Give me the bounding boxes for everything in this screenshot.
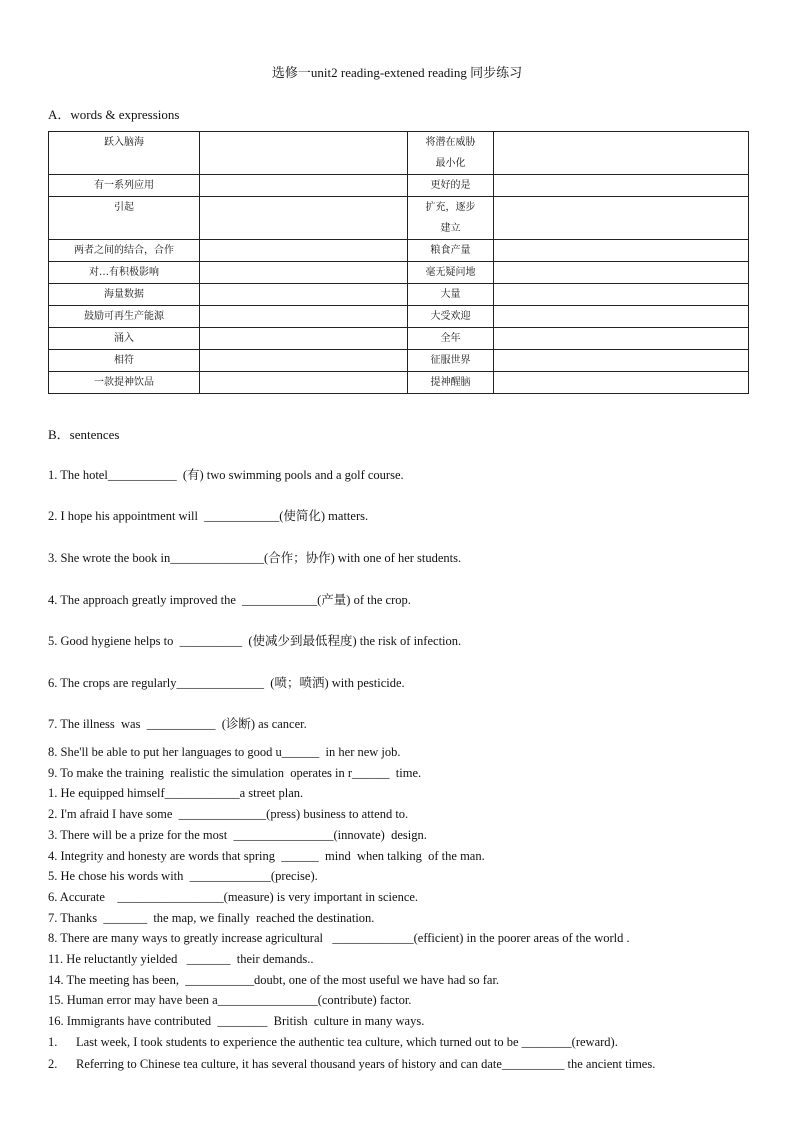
vocab-term-right: 提神醒脑 xyxy=(408,372,494,394)
vocab-answer-right[interactable] xyxy=(494,197,749,240)
vocab-row xyxy=(49,132,749,175)
vocab-row xyxy=(49,175,749,197)
vocab-answer-right[interactable] xyxy=(494,262,749,284)
vocab-row xyxy=(49,284,749,306)
vocab-term-right: 更好的是 xyxy=(408,175,494,197)
vocab-term-right: 粮食产量 xyxy=(408,240,494,262)
vocab-answer-right[interactable] xyxy=(494,175,749,197)
vocab-term-left: 涌入 xyxy=(49,328,200,350)
sentence-item: 4. The approach greatly improved the ____________(产量) of the crop. xyxy=(48,593,411,607)
vocab-answer-right[interactable] xyxy=(494,350,749,372)
vocab-answer-left[interactable] xyxy=(200,350,408,372)
vocab-row xyxy=(49,372,749,394)
vocab-term-right: 全年 xyxy=(408,328,494,350)
sentence-item: 4. Integrity and honesty are words that spring ______ mind when talking of the man. xyxy=(48,848,485,863)
sentence-item: 1. He equipped himself____________a street plan. xyxy=(48,786,304,801)
vocab-term-left: 引起 xyxy=(49,197,200,240)
vocab-answer-right[interactable] xyxy=(494,328,749,350)
vocab-answer-right[interactable] xyxy=(494,372,749,394)
vocab-answer-left[interactable] xyxy=(200,175,408,197)
sentence-item: 2. I hope his appointment will ____________(使简化) matters. xyxy=(48,509,369,523)
vocab-term-right: 毫无疑问地 xyxy=(408,262,494,284)
vocab-term-right: 征服世界 xyxy=(408,350,494,372)
sentence-item: 5. Good hygiene helps to __________ (使减少到最低程度) the risk of infection. xyxy=(48,634,462,648)
vocab-row xyxy=(49,328,749,350)
sentence-item: 9. To make the training realistic the simulation operates in r______ time. xyxy=(48,765,422,780)
vocab-row xyxy=(49,350,749,372)
sentence-item: 7. Thanks _______ the map, we finally reached the destination. xyxy=(48,910,375,925)
section-b-heading: B．sentences xyxy=(48,427,120,442)
vocab-row xyxy=(49,306,749,328)
vocab-term-left: 两者之间的结合，合作 xyxy=(49,240,200,262)
sentence-item: 7. The illness was ___________ (诊断) as cancer. xyxy=(48,717,307,731)
item-number: 2. xyxy=(48,1056,58,1071)
vocab-term-left: 跃入脑海 xyxy=(49,132,200,175)
vocab-answer-left[interactable] xyxy=(200,197,408,240)
sentence-item: 5. He chose his words with _____________(precise). xyxy=(48,869,318,884)
vocab-answer-left[interactable] xyxy=(200,306,408,328)
vocabulary-table xyxy=(48,131,749,394)
vocab-term-right: 大受欢迎 xyxy=(408,306,494,328)
vocab-row xyxy=(49,197,749,240)
sentence-item: 14. The meeting has been, ___________doubt, one of the most useful we have had so far. xyxy=(48,972,500,987)
vocab-term-left: 相符 xyxy=(49,350,200,372)
vocab-answer-right[interactable] xyxy=(494,306,749,328)
sentence-item: 3. She wrote the book in_______________(合作；协作) with one of her students. xyxy=(48,551,462,565)
vocab-answer-left[interactable] xyxy=(200,284,408,306)
sentence-item: 8. There are many ways to greatly increase agricultural _____________(efficient) in the poorer areas of the world . xyxy=(48,931,630,946)
vocab-term-left: 鼓励可再生产能源 xyxy=(49,306,200,328)
vocab-term-right: 将潜在威胁 最小化 xyxy=(408,132,494,175)
section-a-heading: A．words & expressions xyxy=(48,107,180,122)
vocab-term-left: 海量数据 xyxy=(49,284,200,306)
sentence-item: 3. There will be a prize for the most ________________(innovate) design. xyxy=(48,827,427,842)
sentence-item: 16. Immigrants have contributed ________ British culture in many ways. xyxy=(48,1014,425,1029)
vocab-answer-right[interactable] xyxy=(494,132,749,175)
vocab-answer-right[interactable] xyxy=(494,284,749,306)
sentence-item: 8. She'll be able to put her languages to good u______ in her new job. xyxy=(48,745,401,759)
page-title: 选修一unit2 reading-extened reading 同步练习 xyxy=(271,65,523,80)
vocab-term-left: 有一系列应用 xyxy=(49,175,200,197)
sentence-item: 6. Accurate _________________(measure) is very important in science. xyxy=(48,889,419,904)
vocab-answer-right[interactable] xyxy=(494,240,749,262)
vocab-answer-left[interactable] xyxy=(200,132,408,175)
vocab-answer-left[interactable] xyxy=(200,262,408,284)
vocab-answer-left[interactable] xyxy=(200,328,408,350)
vocab-term-right: 大量 xyxy=(408,284,494,306)
vocab-row xyxy=(49,262,749,284)
vocab-answer-left[interactable] xyxy=(200,372,408,394)
item-text: Last week, I took students to experience the authentic tea culture, which turned out to be ________(reward). xyxy=(76,1035,618,1049)
vocab-answer-left[interactable] xyxy=(200,240,408,262)
sentence-item: 15. Human error may have been a________________(contribute) factor. xyxy=(48,993,412,1008)
vocab-term-right: 扩充，逐步 建立 xyxy=(408,197,494,240)
item-text: Referring to Chinese tea culture, it has several thousand years of history and can date__________ the ancient times. xyxy=(76,1056,656,1071)
vocab-term-left: 对…有积极影响 xyxy=(49,262,200,284)
item-number: 1. xyxy=(48,1035,58,1049)
vocab-row xyxy=(49,240,749,262)
vocab-term-left: 一款提神饮品 xyxy=(49,372,200,394)
sentence-item: 1. The hotel___________ (有) two swimming pools and a golf course. xyxy=(48,468,404,482)
sentence-item: 2. I'm afraid I have some ______________(press) business to attend to. xyxy=(48,807,409,822)
sentence-item: 11. He reluctantly yielded _______ their demands.. xyxy=(48,952,314,966)
sentence-item: 6. The crops are regularly______________ (喷；喷洒) with pesticide. xyxy=(48,676,405,690)
